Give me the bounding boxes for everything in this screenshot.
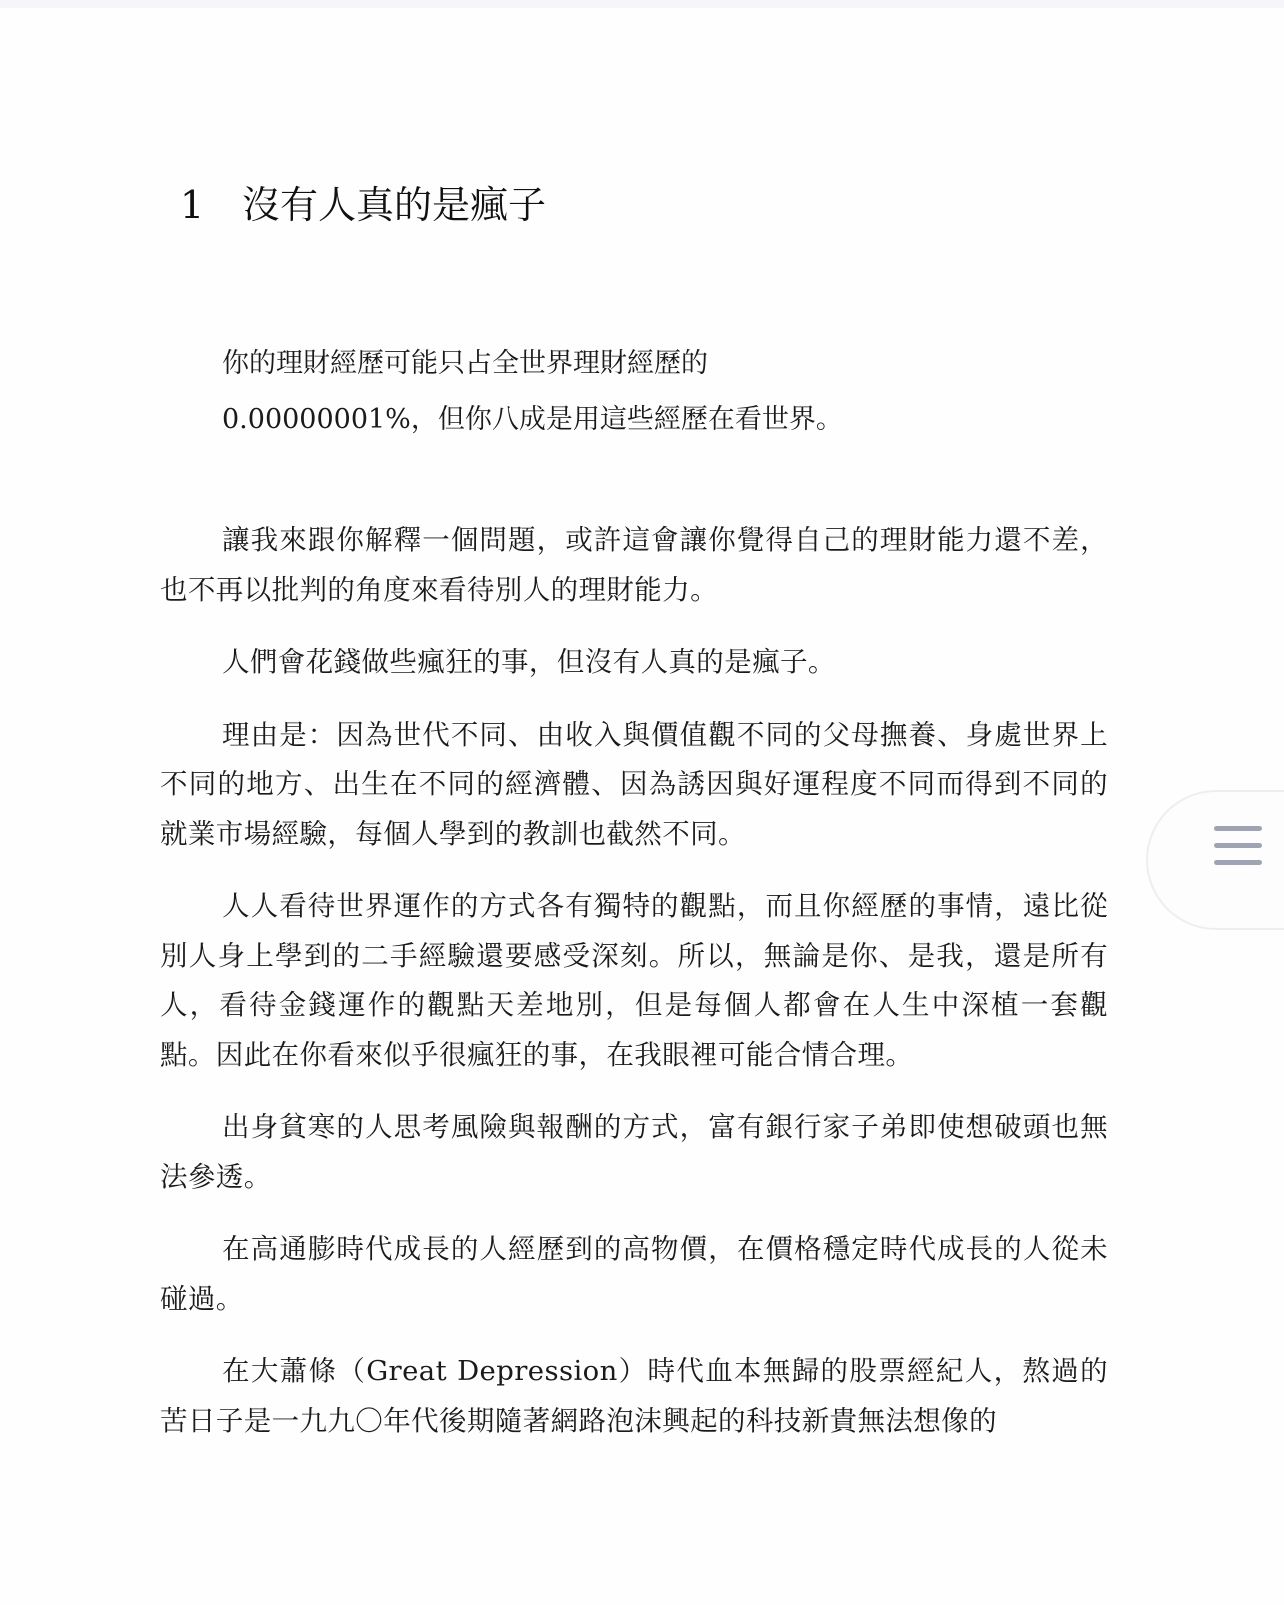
paragraph: 讓我來跟你解釋一個問題，或許這會讓你覺得自己的理財能力還不差，也不再以批判的角度來看待別人的理財能力。 — [160, 524, 1108, 606]
epigraph-line: 0.00000001%，但你八成是用這些經歷在看世界。 — [222, 404, 843, 435]
paragraph: 人們會花錢做些瘋狂的事，但沒有人真的是瘋子。 — [222, 646, 836, 678]
chapter-number: 1 — [180, 183, 205, 227]
menu-icon-bar — [1214, 826, 1262, 831]
paragraph: 在高通膨時代成長的人經歷到的高物價，在價格穩定時代成長的人從未碰過。 — [160, 1233, 1108, 1315]
table-of-contents-button[interactable] — [1146, 790, 1284, 930]
epigraph-line: 你的理財經歷可能只占全世界理財經歷的 — [222, 348, 708, 379]
chapter-title — [180, 180, 546, 230]
chapter-title-text: 沒有人真的是瘋子 — [242, 183, 547, 227]
paragraph: 出身貧寒的人思考風險與報酬的方式，富有銀行家子弟即使想破頭也無法參透。 — [160, 1111, 1108, 1193]
chapter-body — [160, 516, 1108, 1469]
paragraph: 在大蕭條（Great Depression）時代血本無歸的股票經紀人，熬過的苦日子是一九九〇年代後期隨著網路泡沫興起的科技新貴無法想像的 — [160, 1355, 1108, 1437]
paragraph: 人人看待世界運作的方式各有獨特的觀點，而且你經歷的事情，遠比從別人身上學到的二手經驗還要感受深刻。所以，無論是你、是我，還是所有人，看待金錢運作的觀點天差地別，但是每個人都會在人生中深植一套觀點。因此在你看來似乎很瘋狂的事，在我眼裡可能合情合理。 — [160, 890, 1108, 1071]
chapter-epigraph — [222, 336, 1122, 448]
menu-icon-bar — [1214, 843, 1262, 848]
paragraph: 理由是：因為世代不同、由收入與價值觀不同的父母撫養、身處世界上不同的地方、出生在不同的經濟體、因為誘因與好運程度不同而得到不同的就業市場經驗，每個人學到的教訓也截然不同。 — [160, 718, 1108, 850]
menu-icon-bar — [1214, 860, 1262, 865]
